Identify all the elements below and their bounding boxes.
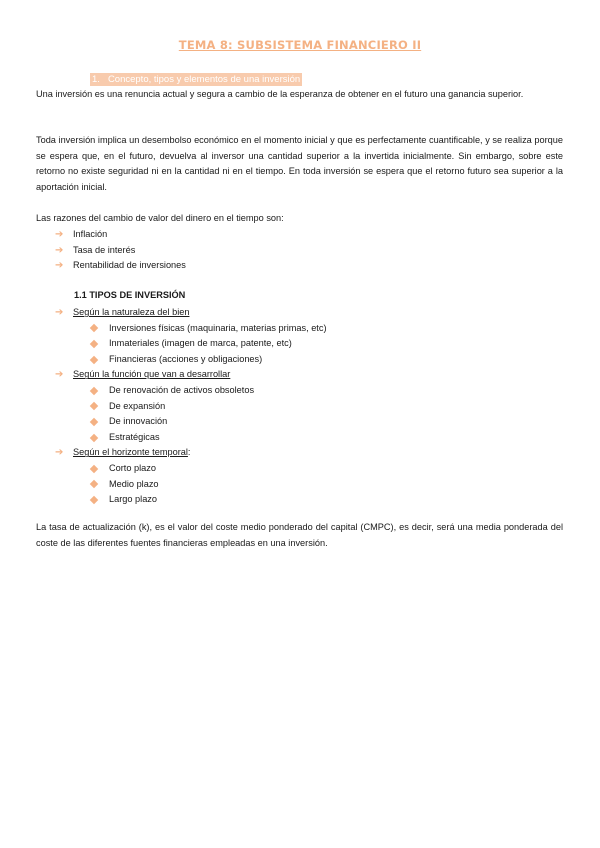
diamond-icon: [90, 464, 98, 472]
section-number: 1.: [92, 74, 100, 85]
diamond-icon: [90, 387, 98, 395]
arrow-right-icon: ➔: [55, 244, 64, 256]
category-item: ➔ Según la naturaleza del bien: [36, 305, 327, 321]
sub-item: Corto plazo: [36, 461, 327, 477]
sub-item: De innovación: [36, 414, 327, 430]
sub-item: Largo plazo: [36, 492, 327, 508]
diamond-icon: [90, 355, 98, 363]
sub-item: De expansión: [36, 399, 327, 415]
subsection-title: 1.1 TIPOS DE INVERSIÓN: [74, 290, 186, 300]
sub-item: Financieras (acciones y obligaciones): [36, 352, 327, 368]
paragraph-disbursement: Toda inversión implica un desembolso económico en el momento inicial y que es perfectamente cuantificable, y se realiza porque se espera que, en el futuro, devuelva al inversor una cantidad superior a la invertida inicialmente. Sin embargo, sobre este retorno no existe seguridad ni en la cantidad ni en el tiempo. En toda inversión se espera que el retorno futuro sea superior a la aportación inicial.: [36, 135, 563, 192]
diamond-icon: [90, 418, 98, 426]
sub-item: Medio plazo: [36, 477, 327, 493]
sub-item: De renovación de activos obsoletos: [36, 383, 327, 399]
arrow-right-icon: ➔: [55, 307, 64, 318]
sub-item: Inmateriales (imagen de marca, patente, etc): [36, 336, 327, 352]
arrow-right-icon: ➔: [55, 260, 64, 272]
diamond-icon: [90, 402, 98, 410]
sub-item: Inversiones físicas (maquinaria, materias primas, etc): [36, 321, 327, 337]
diamond-icon: [90, 433, 98, 441]
reasons-list: [36, 227, 186, 274]
category-item: ➔ Según la función que van a desarrollar: [36, 367, 327, 383]
paragraph-reasons-intro: Las razones del cambio de valor del dinero en el tiempo son:: [36, 213, 284, 223]
section-label: Concepto, tipos y elementos de una inversión: [107, 74, 301, 85]
arrow-right-icon: ➔: [55, 447, 64, 459]
sub-item: Estratégicas: [36, 430, 327, 446]
list-item: ➔ Tasa de interés: [36, 243, 186, 259]
diamond-icon: [90, 340, 98, 348]
list-item: ➔ Inflación: [36, 227, 186, 243]
paragraph-discount-rate: La tasa de actualización (k), es el valor del coste medio ponderado del capital (CMPC), es decir, será una media ponderada del coste de las diferentes fuentes financieras empleadas en una inversión.: [36, 522, 563, 548]
investment-types: [36, 305, 327, 508]
diamond-icon: [90, 324, 98, 332]
list-item: ➔ Rentabilidad de inversiones: [36, 258, 186, 274]
arrow-right-icon: ➔: [55, 229, 64, 240]
diamond-icon: [90, 480, 98, 488]
document-title: TEMA 8: SUBSISTEMA FINANCIERO II: [178, 38, 422, 52]
paragraph-definition: Una inversión es una renuncia actual y segura a cambio de la esperanza de obtener en el futuro una ganancia superior.: [36, 89, 524, 99]
diamond-icon: [90, 496, 98, 504]
section-heading: [90, 73, 302, 86]
arrow-right-icon: ➔: [55, 369, 64, 381]
category-item: ➔ Según el horizonte temporal :: [36, 445, 327, 461]
